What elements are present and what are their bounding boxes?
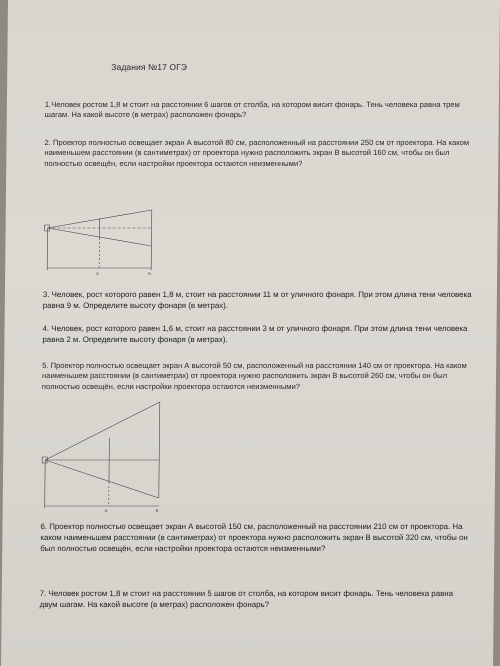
projector-baseline (45, 460, 46, 508)
task-6: 6. Проектор полностью освещает экран А высотой 150 см, расположенный на расстоянии 210 см от проектора. На каком наименьшем расстоянии (в сантиметрах) от проектора нужно расположить экран В высотой 320 см, чтобы он был полностью освещён, если настройки проектора остаются неизменными? (40, 522, 468, 553)
task-3: 3. Человек, рост которого равен 1,8 м, стоит на расстоянии 11 м от уличного фонаря. При этом длина тени человека равна 9 м. Определите высоту фонаря (в метрах). (42, 290, 472, 310)
lower-beam (45, 460, 159, 498)
label-a: A (96, 271, 99, 276)
task-5: 5. Проектор полностью освещает экран А высотой 50 см, расположенный на расстоянии 140 см от проектора. На каком наименьшем расстоянии (в сантиметрах) от проектора нужно расположить экран В высотой 260 см, чтобы он был полностью освещён, если настройки проектора остаются неизменными? (41, 361, 467, 391)
upper-beam (45, 402, 160, 460)
task-1: 1.Человек ростом 1,8 м стоит на расстоянии 6 шагов от столба, на котором висит фонарь. Тень человека равна трем шагам. На какой высоте (в метрах) расположен фонарь? (44, 100, 460, 120)
projector-diagram-1 (41, 208, 162, 278)
task-4: 4. Человек, рост которого равен 1,6 м, стоит на расстоянии 3 м от уличного фонаря. При этом длина тени человека равна 2 м. Определите высоту фонаря (в метрах). (42, 324, 468, 344)
label-b: B (155, 508, 159, 513)
label-b: B (148, 271, 151, 276)
screen-b (159, 402, 160, 498)
task-7: 7. Человек ростом 1,8 м стоит на расстоянии 5 шагов от столба, на котором висит фонарь. Тень человека равна двум шагам. На какой высоте (в метрах) расположен фонарь? (39, 589, 454, 609)
worksheet-page (1, 0, 500, 666)
label-a: A (104, 508, 108, 513)
page-title: Задания №17 ОГЭ (111, 62, 188, 72)
projector-diagram-2 (39, 400, 170, 515)
task-2: 2. Проектор полностью освещает экран А высотой 80 см, расположенный на расстоянии 250 см от проектора. На каком наименьшем расстоянии (в сантиметрах) от проектора нужно расположить экран В высотой 160 см, чтобы он был полностью освещён, если настройки проектора остаются неизменными? (44, 138, 470, 168)
